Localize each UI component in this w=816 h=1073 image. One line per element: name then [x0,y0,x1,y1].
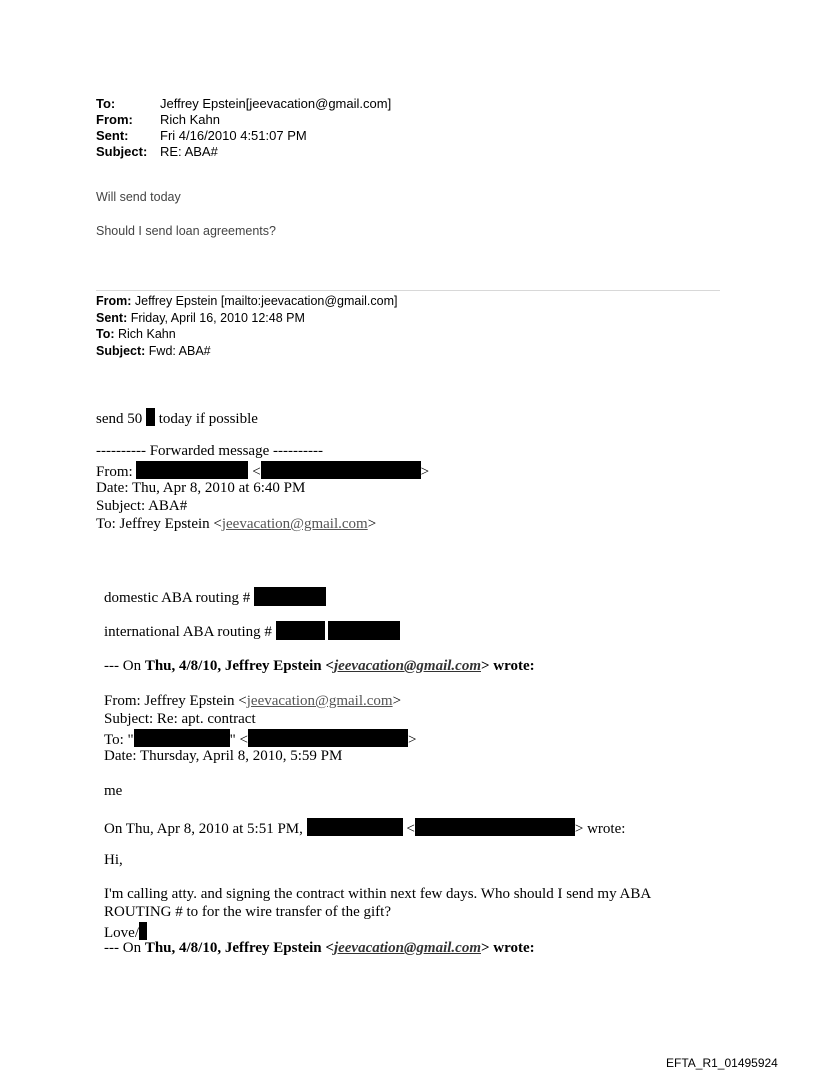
redaction-box [248,729,408,747]
bates-number: EFTA_R1_01495924 [666,1056,778,1070]
header-subject-row [96,144,391,160]
email-link[interactable]: jeevacation@gmail.com [246,693,393,709]
orig-from-row [96,293,397,310]
fwd-from-row [96,461,429,481]
orig-sent-label: Sent: [96,310,128,325]
quote-intro-2-suffix: > wrote: [574,821,626,837]
quote-intro-3-suffix: > wrote: [481,940,535,956]
header-to-value: Jeffrey Epstein[jeevacation@gmail.com] [160,96,392,111]
reply-line-2: Should I send loan agreements? [96,224,276,238]
quoted-from-row [104,693,401,710]
quote-intro-2-prefix: On Thu, Apr 8, 2010 at 5:51 PM, [104,821,303,837]
redaction-box [415,818,575,836]
message-paragraph-line-1: I'm calling atty. and signing the contract within next few days. Who should I send my ABA [104,886,652,902]
quoted-to-row [104,729,416,749]
me-line: me [104,783,123,799]
gt-sign: > [420,464,430,480]
quoted-date: Date: Thursday, April 8, 2010, 5:59 PM [104,748,343,764]
header-subject-value: RE: ABA# [160,144,218,159]
redaction-box [146,408,155,426]
header-subject-label: Subject: [96,144,148,159]
orig-to-label: To: [96,327,115,341]
send-text-a: send 50 [96,411,143,427]
orig-subject-row [96,343,397,360]
forwarded-header: ---------- Forwarded message ---------- [96,443,323,459]
email-header [96,96,391,160]
fwd-to-prefix: To: Jeffrey Epstein < [96,516,222,532]
send-text-b: today if possible [158,411,258,427]
quoted-to-mid: " < [229,732,248,748]
quote-intro-prefix: --- On [104,658,142,674]
redaction-box [134,729,230,747]
reply-line-1: Will send today [96,190,181,204]
love-text: Love/ [104,925,139,941]
orig-sent-value: Friday, April 16, 2010 12:48 PM [130,310,305,325]
orig-sent-row [96,310,397,327]
header-sent-row [96,128,391,144]
domestic-routing-label: domestic ABA routing # [104,590,251,606]
international-routing-label: international ABA routing # [104,624,272,640]
redaction-box [276,621,325,640]
email-link[interactable]: jeevacation@gmail.com [333,940,481,956]
email-link[interactable]: jeevacation@gmail.com [333,658,481,674]
header-sent-label: Sent: [96,128,129,143]
original-header [96,293,397,359]
orig-to-row [96,326,397,343]
header-to-label: To: [96,96,116,111]
lt-sign: < [406,821,415,837]
love-line [104,922,147,942]
quote-intro-1 [104,658,535,675]
redaction-box [261,461,421,479]
gt-sign: > [367,516,377,532]
gt-sign: > [392,693,402,709]
orig-to-value: Rich Kahn [118,327,176,341]
lt-sign: < [252,464,261,480]
orig-subject-value: Fwd: ABA# [148,343,211,358]
quote-intro-3-prefix: --- On [104,940,142,956]
orig-subject-label: Subject: [96,343,146,358]
fwd-to-row [96,516,376,533]
quoted-to-prefix: To: " [104,732,134,748]
quote-intro-bold: Thu, 4/8/10, Jeffrey Epstein < [144,658,334,674]
orig-from-label: From: [96,294,132,308]
email-link[interactable]: jeevacation@gmail.com [221,516,368,532]
fwd-from-label: From: [96,464,133,480]
quote-intro-3 [104,940,535,957]
header-from-label: From: [96,112,133,127]
redaction-box [139,922,147,940]
quoted-from-prefix: From: Jeffrey Epstein < [104,693,247,709]
header-sent-value: Fri 4/16/2010 4:51:07 PM [160,128,307,143]
redaction-box [136,461,248,479]
fwd-subject: Subject: ABA# [96,498,188,514]
fwd-date: Date: Thu, Apr 8, 2010 at 6:40 PM [96,480,306,496]
orig-from-value: Jeffrey Epstein [mailto:jeevacation@gmail.com] [134,294,398,308]
gt-sign: > [408,732,417,748]
redaction-box [307,818,403,836]
message-paragraph-line-2: ROUTING # to for the wire transfer of the gift? [104,904,391,920]
hi-line: Hi, [104,852,123,868]
quote-intro-suffix: > wrote: [481,658,535,674]
header-from-value: Rich Kahn [160,112,220,127]
redaction-box [328,621,400,640]
domestic-routing-line [104,587,326,607]
separator-line [96,290,720,291]
header-from-row [96,112,391,128]
send-line [96,408,258,428]
quote-intro-3-bold: Thu, 4/8/10, Jeffrey Epstein < [144,940,334,956]
header-to-row [96,96,391,112]
quoted-subject: Subject: Re: apt. contract [104,711,256,727]
quote-intro-2 [104,818,625,838]
redaction-box [254,587,326,606]
international-routing-line [104,621,400,641]
